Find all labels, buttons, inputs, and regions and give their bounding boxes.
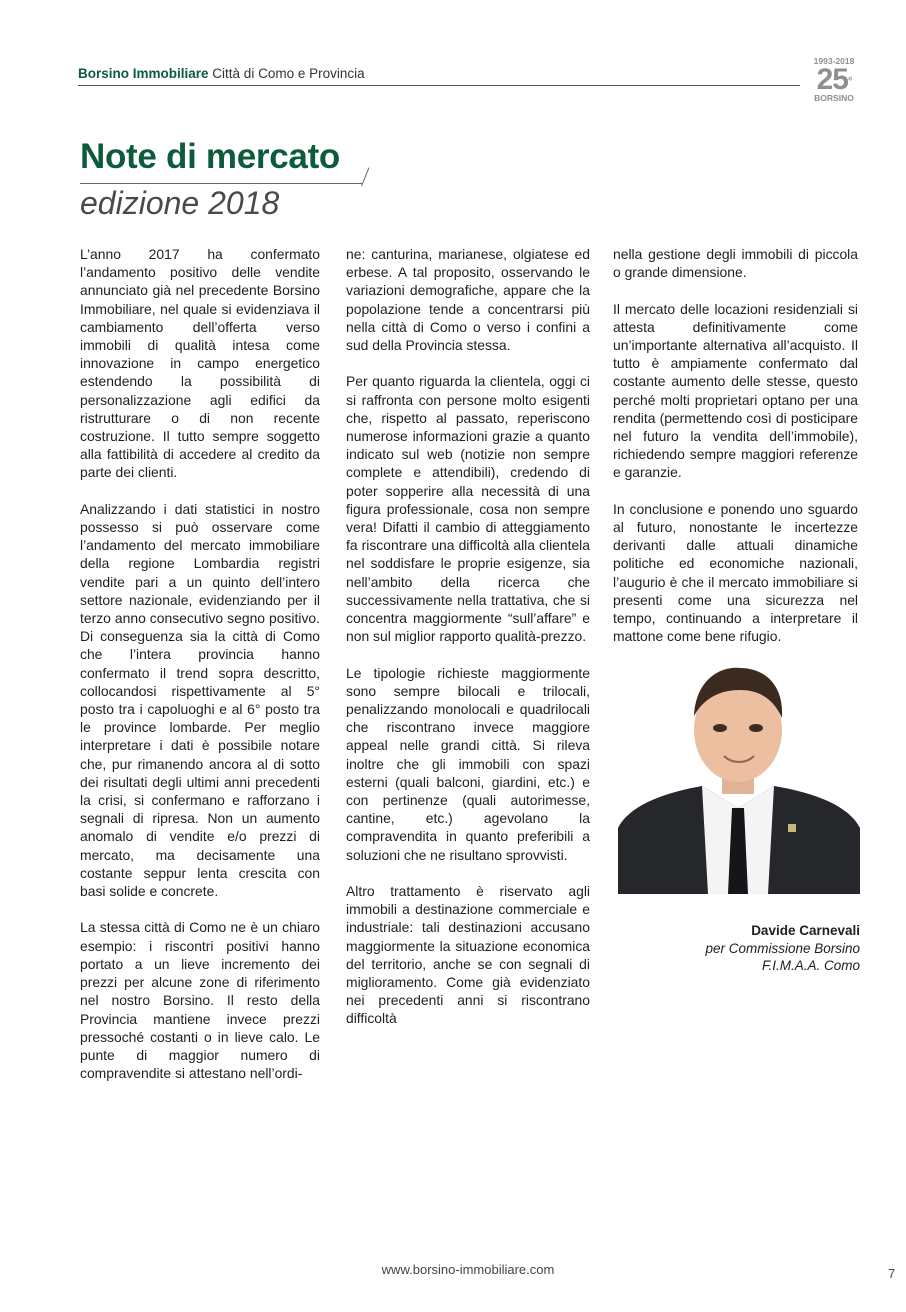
paragraph: Analizzando i dati statistici in nostro possesso si può osservare come l’andamento del mercato immobiliare della regione Lombardia registri vendite pari a un quinto dell’intero settore nazionale, evidenziando per il terzo anno consecutivo segno positivo. Di conseguenza sia la città di Como che l’intera provincia hanno confermato il trend sopra descritto, collocandosi rispettivamente al 5° posto tra i capoluoghi e al 6° posto tra le province lombarde. Per meglio interpretare i dati è possibile notare che, pur rimanendo ancora al di sotto dei risultati degli ultimi anni precedenti la crisi, si confermano e rafforzano i segnali di ripresa. Non un aumento anomalo di vendite e/o prezzi di mercato, ma decisamente una costante seppur lenta crescita con basi solide e concrete.	[80, 500, 320, 900]
paragraph: nella gestione degli immobili di piccola o grande dimensione.	[613, 246, 858, 281]
author-portrait-photo	[618, 658, 860, 894]
author-organization: F.I.M.A.A. Como	[761, 958, 860, 973]
badge-number-value: 25	[816, 63, 848, 96]
signature-block	[640, 922, 860, 975]
page-number: 7	[888, 1266, 896, 1281]
paragraph: Le tipologie richieste maggiormente sono sempre bilocali e trilocali, penalizzando monolocali e quadrilocali che riscontrano invece maggiore appeal nelle grandi città. Si rileva inoltre che gli immobili con spazi esterni (quali balconi, giardini, etc.) e con pertinenze (quali autorimesse, cantine, etc.) agevolano la compravendita in quanto preferibili a soluzioni che ne risultano sprovvisti.	[346, 664, 590, 863]
page-subtitle: edizione 2018	[80, 185, 280, 221]
paragraph: Il mercato delle locazioni residenziali si attesta definitivamente come un’importante alternativa all’acquisto. Il tutto è ampiamente confermato dal costante aumento delle stesse, questo perché molti proprietari optano per una rendita (permettendo così di posticipare nel futuro la vendita dell’immobile), richiedendo sempre maggiori referenze e garanzie.	[613, 300, 858, 481]
badge-number	[808, 63, 860, 96]
title-underline	[80, 183, 362, 184]
running-header	[78, 66, 365, 81]
portrait-illustration	[618, 658, 860, 894]
paragraph: Altro trattamento è riservato agli immobili a destinazione commerciale e industriale: tali destinazioni accusano maggiormente la situazione economica del territorio, anche se con segnali di miglioramento. Come già evidenziato nei precedenti anni si riscontrano difficoltà	[346, 883, 590, 1027]
author-name: Davide Carnevali	[751, 923, 860, 938]
text-column-1	[80, 245, 320, 1101]
badge-degree: °	[847, 76, 852, 88]
badge-years: 1993-2018	[813, 56, 855, 66]
paragraph: Per quanto riguarda la clientela, oggi ci si raffronta con persone molto esigenti che, rispetto al passato, reperiscono numerose informazioni grazie a quanto indicato sul web (notizie non sempre complete e attendibili), credendo di poter sopperire alla necessità di una figura professionale, cosa non sempre vera! Difatti il cambio di atteggiamento fa riscontrare una difficoltà alla clientela nel soddisfare le proprie esigenze, sia nell’ambito della ricerca che successivamente nella trattativa, che si concentra maggiormente “sull’affare” e non sul miglior rapporto qualità-prezzo.	[346, 373, 590, 645]
author-role: per Commissione Borsino	[705, 940, 860, 956]
anniversary-badge	[808, 57, 860, 103]
badge-label: BORSINO	[814, 93, 854, 103]
title-underline-slash	[361, 167, 369, 186]
paragraph: In conclusione e ponendo uno sguardo al futuro, nonostante le incertezze derivanti dalle attuali dinamiche politiche ed economiche nazionali, l’augurio è che il mercato immobiliare si presenti come una sicurezza nel tempo, continuando a interpretare il mattone come bene rifugio.	[613, 500, 858, 645]
paragraph: La stessa città di Como ne è un chiaro esempio: i riscontri positivi hanno portato a un lieve incremento dei prezzi per alcune zone di riferimento nel nostro Borsino. Il resto della Provincia mantiene invece prezzi pressoché costanti o in lieve calo. Le punte di maggior numero di compravendite si attestano nell’ordi-	[80, 919, 320, 1082]
paragraph: ne: canturina, marianese, olgiatese ed erbese. A tal proposito, osservando le variazioni demografiche, appare che la popolazione tende a concentrarsi più nella città di Como o verso i confini a sud della Provincia stessa.	[346, 246, 590, 354]
footer-website-link[interactable]: www.borsino-immobiliare.com	[381, 1262, 555, 1277]
text-column-2	[346, 245, 590, 1046]
header-divider	[78, 85, 800, 86]
header-subtitle: Città di Como e Provincia	[212, 66, 365, 81]
header-brand: Borsino Immobiliare	[78, 66, 209, 81]
page-title: Note di mercato	[80, 137, 340, 176]
paragraph: L’anno 2017 ha confermato l’andamento positivo delle vendite annunciato già nel precedente Borsino Immobiliare, nel quale si evidenziava il cambiamento dell’offerta verso immobili di qualità intesa come innovazione in campo energetico estendendo la possibilità di personalizzazione agli edifici da ristrutturare o di non recente costruzione. Il tutto sempre soggetto alla fattibilità di accedere al credito da parte dei clienti.	[80, 246, 320, 481]
text-column-3	[613, 245, 858, 664]
